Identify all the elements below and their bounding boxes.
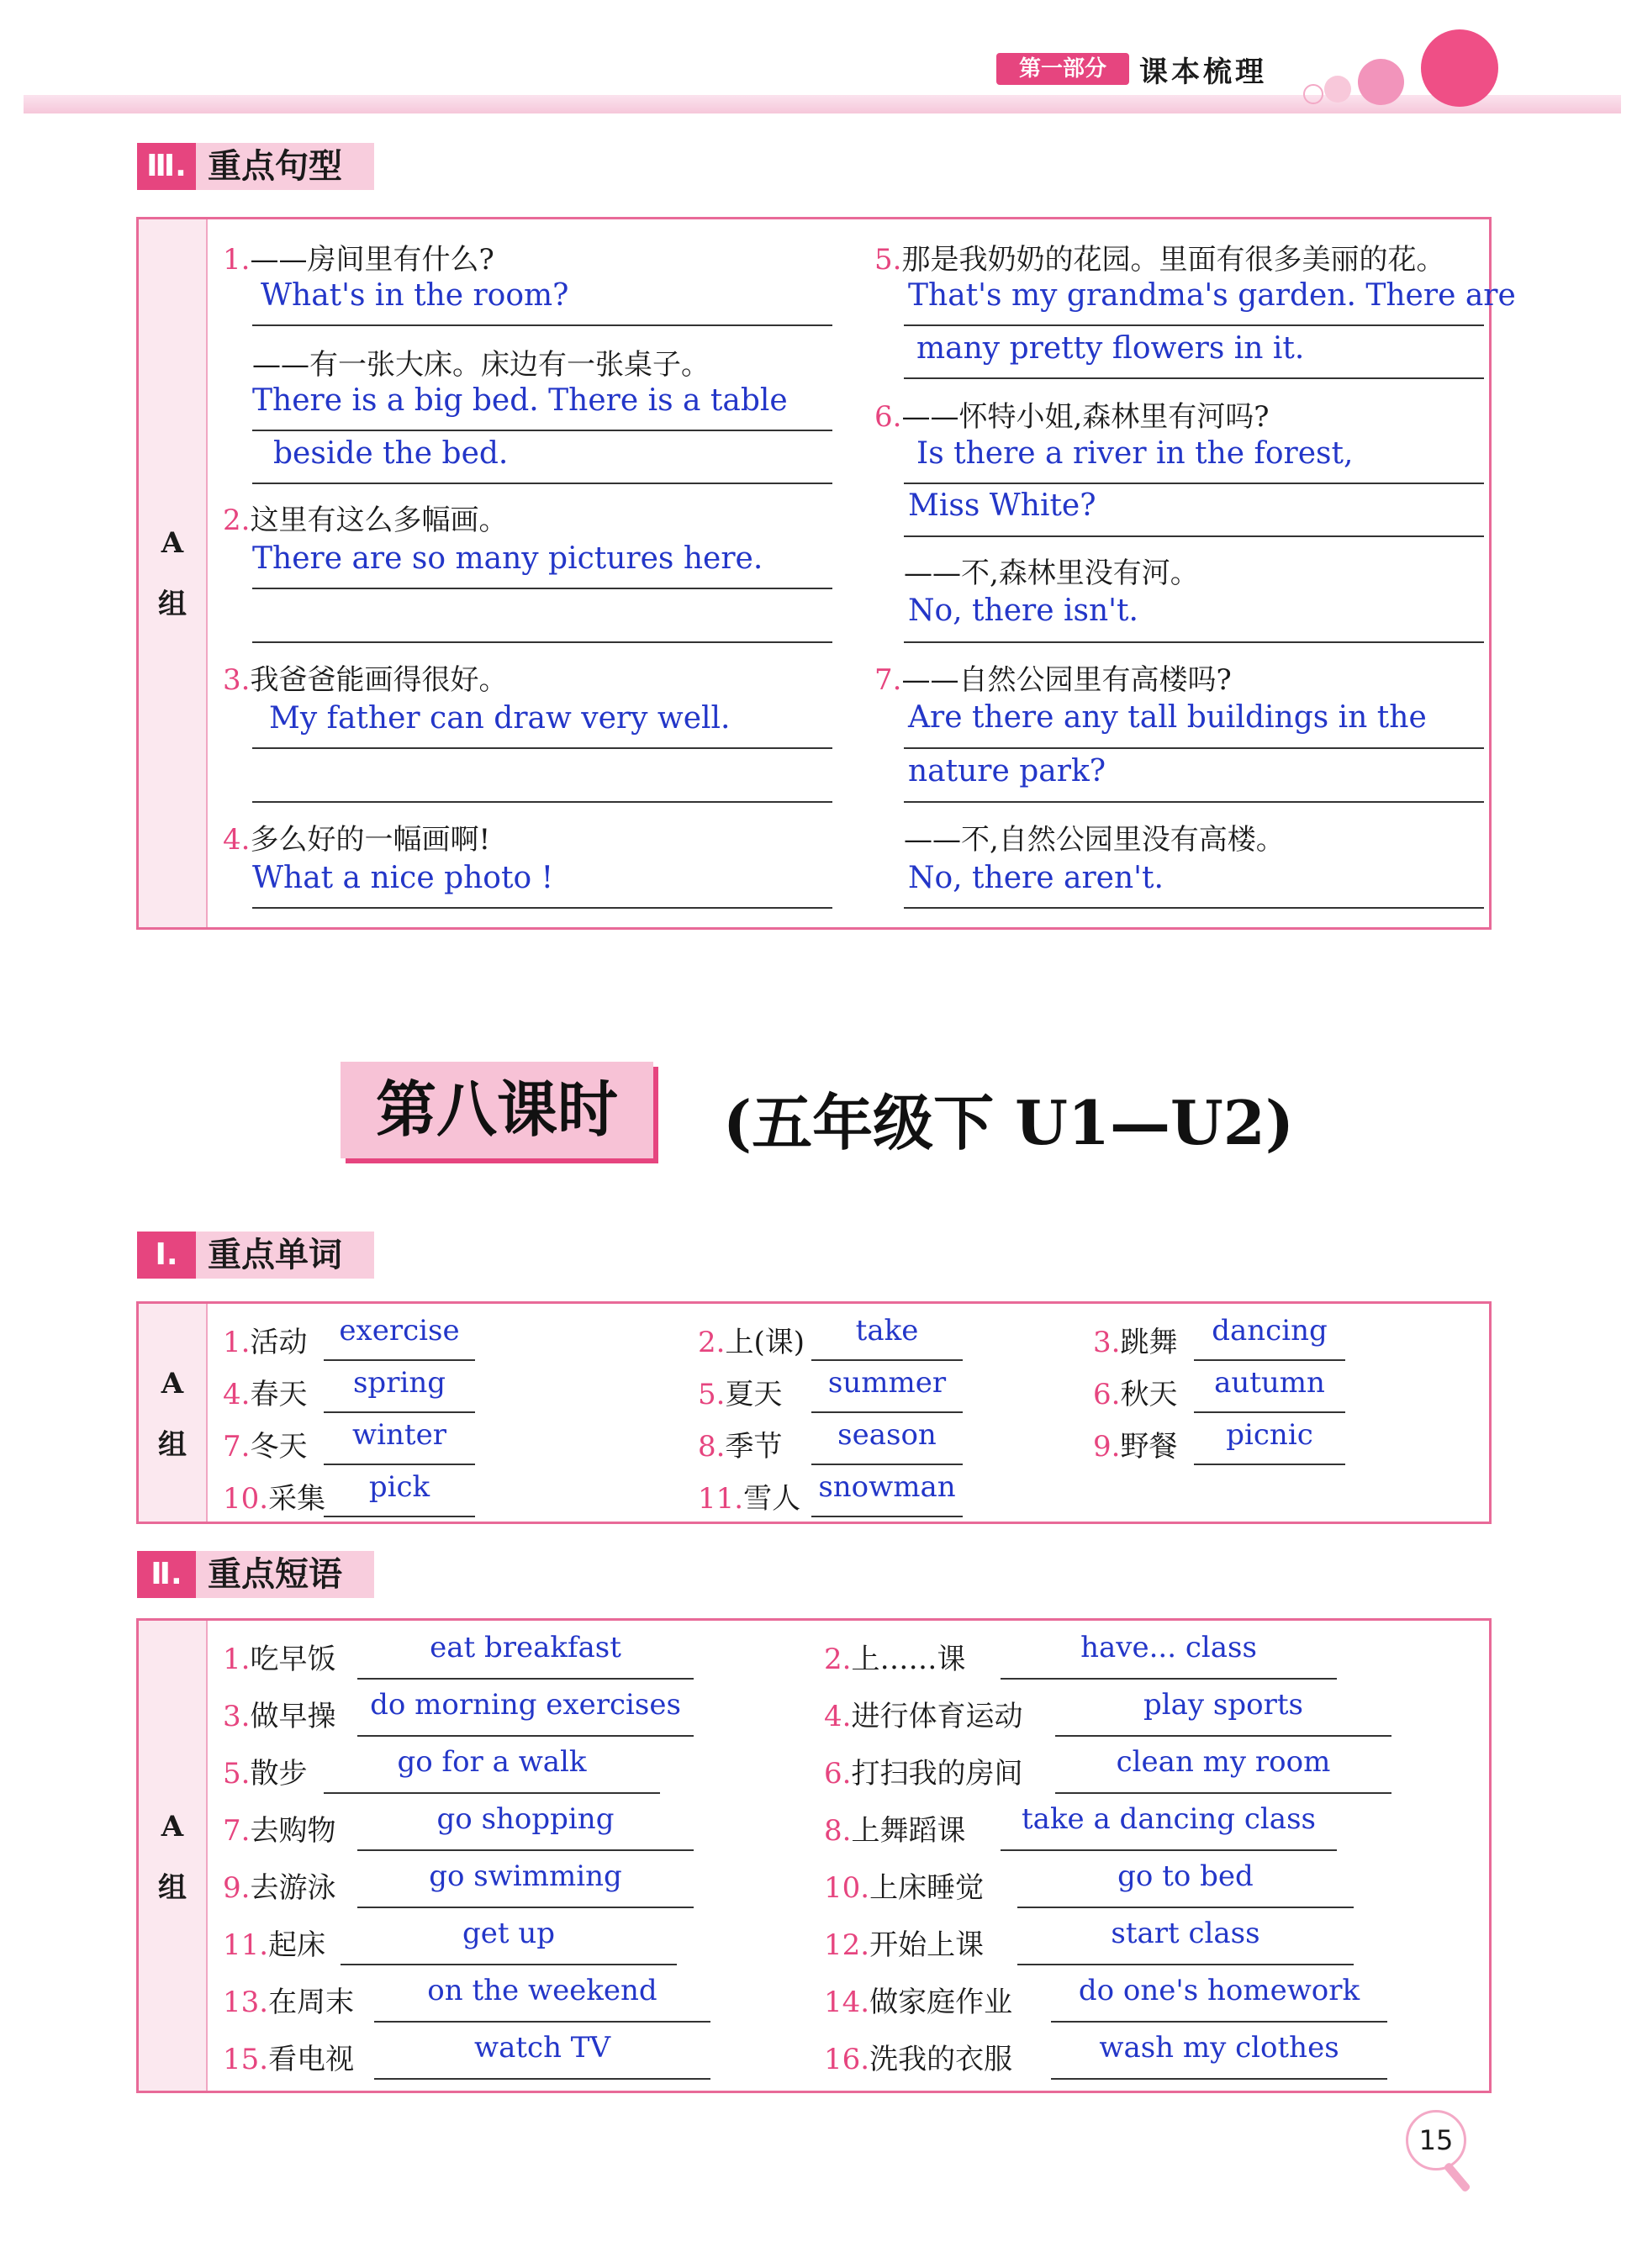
word-answer: take [855, 1314, 919, 1348]
answer-line [252, 588, 832, 589]
answer-line [252, 747, 832, 749]
phrase-prompt: 15.看电视 [223, 2043, 355, 2076]
answer-line [374, 2021, 710, 2023]
section-number: Ⅱ. [137, 1551, 196, 1598]
answer-line [1055, 1735, 1391, 1737]
group-label-zu: 组 [158, 1871, 187, 1905]
answer-line [252, 430, 832, 431]
phrase-answer: go shopping [436, 1802, 615, 1836]
phrase-prompt: 14.做家庭作业 [824, 1986, 1013, 2019]
sentence-6-prompt: 6.——怀特小姐,森林里有河吗? [874, 400, 1270, 434]
answer-line [811, 1411, 963, 1413]
sentence-6-answer-1: Is there a river in the forest, [916, 436, 1354, 471]
sentence-6b-prompt: ——不,森林里没有河。 [904, 556, 1199, 590]
word-answer: pick [368, 1470, 430, 1504]
answer-line [252, 324, 832, 326]
word-answer: season [837, 1418, 937, 1452]
word-answer: snowman [818, 1470, 956, 1504]
answer-line [252, 641, 832, 643]
sentence-1b-prompt: ——有一张大床。床边有一张桌子。 [252, 348, 710, 382]
phrase-answer: eat breakfast [430, 1631, 621, 1664]
sentence-2-prompt: 2.这里有这么多幅画。 [223, 504, 508, 537]
lesson-title: 第八课时 [375, 1074, 618, 1145]
answer-line [1051, 2078, 1387, 2080]
answer-line [1194, 1359, 1345, 1361]
sentence-1b-answer-1: There is a big bed. There is a table [252, 383, 788, 418]
answer-line [1017, 1907, 1354, 1908]
section-title: 重点句型 [196, 143, 374, 190]
group-label-column [139, 1621, 208, 2091]
word-prompt: 4.春天 [223, 1378, 308, 1411]
magnifier-handle [1443, 2161, 1471, 2192]
group-label-zu: 组 [158, 588, 187, 621]
sentence-7-answer-2: nature park? [908, 754, 1106, 789]
phrase-prompt: 3.做早操 [223, 1700, 336, 1733]
decor-circle-tiny [1303, 84, 1323, 104]
sentence-5-answer-1: That's my grandma's garden. There are [908, 278, 1516, 313]
phrase-answer: go for a walk [397, 1745, 587, 1779]
page-number: 15 [1406, 2110, 1466, 2170]
word-prompt: 11.雪人 [698, 1482, 801, 1516]
answer-line [811, 1464, 963, 1465]
answer-line [1055, 1792, 1391, 1794]
sentence-1-answer: What's in the room? [261, 278, 569, 313]
sentence-4-answer: What a nice photo ! [252, 861, 554, 895]
phrase-prompt: 11.起床 [223, 1928, 326, 1962]
phrase-answer: play sports [1143, 1688, 1303, 1722]
sentence-5-prompt: 5.那是我奶奶的花园。里面有很多美丽的花。 [874, 243, 1445, 277]
phrase-prompt: 16.洗我的衣服 [824, 2043, 1013, 2076]
answer-line [324, 1411, 475, 1413]
sentence-5-answer-2: many pretty flowers in it. [916, 331, 1305, 366]
phrase-answer: go to bed [1117, 1859, 1254, 1893]
sentence-7b-answer: No, there aren't. [908, 861, 1164, 895]
answer-line [904, 747, 1484, 749]
word-prompt: 2.上(课) [698, 1326, 805, 1359]
phrase-answer: have... class [1080, 1631, 1257, 1664]
sentence-2-answer: There are so many pictures here. [252, 541, 763, 576]
word-prompt: 10.采集 [223, 1482, 326, 1516]
answer-line [324, 1359, 475, 1361]
word-answer: autumn [1214, 1366, 1325, 1400]
phrase-prompt: 6.打扫我的房间 [824, 1757, 1023, 1791]
sentence-6b-answer: No, there isn't. [908, 593, 1138, 628]
word-answer: picnic [1226, 1418, 1313, 1452]
sentence-4-prompt: 4.多么好的一幅画啊! [223, 823, 491, 857]
answer-line [1194, 1464, 1345, 1465]
phrase-prompt: 13.在周末 [223, 1986, 355, 2019]
answer-line [357, 1907, 694, 1908]
section-number: Ⅰ. [137, 1232, 196, 1279]
answer-line [1051, 2021, 1387, 2023]
word-answer: winter [352, 1418, 446, 1452]
answer-line [1017, 1964, 1354, 1965]
phrase-answer: get up [462, 1917, 556, 1950]
word-answer: spring [352, 1366, 446, 1400]
decor-circle-medium [1358, 59, 1404, 105]
section-title: 重点短语 [196, 1551, 374, 1598]
phrase-answer: do one's homework [1078, 1974, 1360, 2007]
word-answer: dancing [1212, 1314, 1328, 1348]
answer-line [357, 1735, 694, 1737]
sentence-3-prompt: 3.我爸爸能画得很好。 [223, 663, 508, 697]
phrase-prompt: 8.上舞蹈课 [824, 1814, 966, 1848]
phrase-answer: take a dancing class [1022, 1802, 1316, 1836]
phrase-prompt: 4.进行体育运动 [824, 1700, 1023, 1733]
phrase-answer: do morning exercises [370, 1688, 681, 1722]
word-prompt: 6.秋天 [1093, 1378, 1178, 1411]
answer-line [252, 483, 832, 484]
word-answer: summer [827, 1366, 947, 1400]
answer-line [357, 1849, 694, 1851]
sentence-6-answer-2: Miss White? [908, 488, 1096, 523]
word-prompt: 7.冬天 [223, 1430, 308, 1464]
sentence-1-prompt: 1.——房间里有什么? [223, 243, 494, 277]
part-badge: 第一部分 [996, 53, 1129, 85]
group-label-column [139, 1304, 208, 1522]
section-title: 重点单词 [196, 1232, 374, 1279]
group-label-zu: 组 [158, 1428, 187, 1462]
answer-line [357, 1678, 694, 1680]
phrase-prompt: 7.去购物 [223, 1814, 336, 1848]
phrase-prompt: 10.上床睡觉 [824, 1871, 985, 1905]
phrase-answer: watch TV [473, 2031, 610, 2065]
header-title: 课本梳理 [1139, 55, 1267, 89]
phrase-answer: go swimming [429, 1859, 622, 1893]
answer-line [904, 535, 1484, 537]
answer-line [811, 1359, 963, 1361]
phrase-prompt: 5.散步 [223, 1757, 308, 1791]
answer-line [904, 801, 1484, 803]
answer-line [252, 907, 832, 909]
group-label-a: A [161, 1810, 184, 1843]
group-label-a: A [161, 526, 184, 560]
word-prompt: 3.跳舞 [1093, 1326, 1178, 1359]
word-prompt: 5.夏天 [698, 1378, 783, 1411]
decor-circle-small [1324, 76, 1351, 103]
answer-line [374, 2078, 710, 2080]
answer-line [252, 801, 832, 803]
answer-line [904, 907, 1484, 909]
phrase-prompt: 9.去游泳 [223, 1871, 336, 1905]
answer-line [1194, 1411, 1345, 1413]
word-prompt: 1.活动 [223, 1326, 308, 1359]
phrase-answer: clean my room [1116, 1745, 1331, 1779]
phrase-answer: start class [1111, 1917, 1260, 1950]
key-phrases-box [136, 1618, 1492, 2093]
word-answer: exercise [339, 1314, 460, 1348]
answer-line [324, 1792, 660, 1794]
sentence-7-prompt: 7.——自然公园里有高楼吗? [874, 663, 1232, 697]
sentence-3-answer: My father can draw very well. [269, 701, 731, 736]
lesson-subtitle: (五年级下 U1—U2) [723, 1087, 1294, 1158]
sentence-1b-answer-2: beside the bed. [273, 436, 509, 471]
section-number: Ⅲ. [137, 143, 196, 190]
group-label-column [139, 219, 208, 927]
answer-line [904, 377, 1484, 379]
phrase-prompt: 1.吃早饭 [223, 1643, 336, 1676]
phrase-answer: on the weekend [427, 1974, 657, 2007]
answer-line [341, 1964, 677, 1965]
sentence-7-answer-1: Are there any tall buildings in the [908, 700, 1427, 735]
phrase-prompt: 12.开始上课 [824, 1928, 985, 1962]
answer-line [904, 483, 1484, 484]
phrase-answer: wash my clothes [1099, 2031, 1339, 2065]
answer-line [1001, 1678, 1337, 1680]
answer-line [1001, 1849, 1337, 1851]
word-prompt: 9.野餐 [1093, 1430, 1178, 1464]
key-words-box [136, 1301, 1492, 1524]
answer-line [904, 641, 1484, 643]
answer-line [811, 1516, 963, 1517]
decor-circle-large [1421, 29, 1498, 107]
word-prompt: 8.季节 [698, 1430, 783, 1464]
answer-line [324, 1516, 475, 1517]
key-sentences-box [136, 217, 1516, 930]
group-label-a: A [161, 1367, 184, 1400]
sentence-7b-prompt: ——不,自然公园里没有高楼。 [904, 823, 1285, 857]
answer-line [324, 1464, 475, 1465]
phrase-prompt: 2.上……课 [824, 1643, 966, 1676]
answer-line [904, 324, 1484, 326]
